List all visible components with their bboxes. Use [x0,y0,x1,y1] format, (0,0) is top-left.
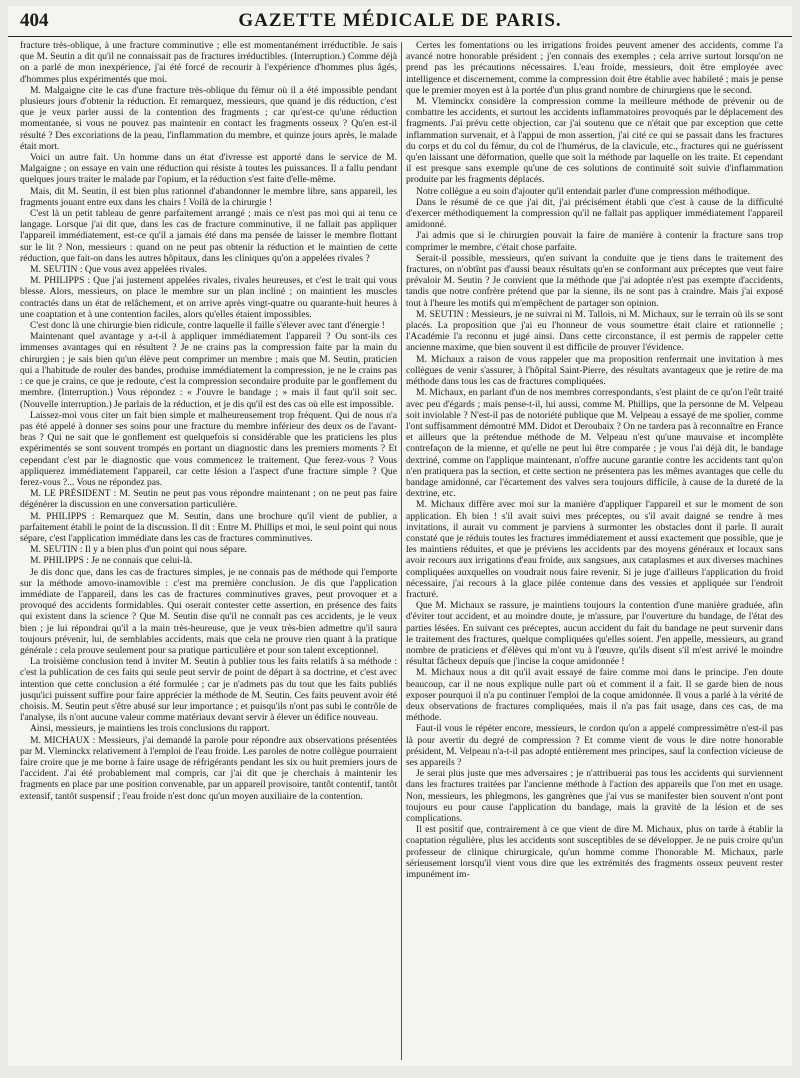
paragraph: J'ai admis que si le chirurgien pouvait la faire de manière à contenir la fracture sans trop comprimer le membre, c'était chose parfaite. [406,230,783,253]
paragraph: Il est positif que, contrairement à ce que vient de dire M. Michaux, plus on tarde à établir la coaptation régulière, plus les accidents sont susceptibles de se développer. Je ne puis croire qu'un professeur de clinique chirurgicale, qu'un homme comme l'honorable M. Michaux, parle sérieusement lorsqu'il vient vous dire que les extrémités des fragments osseux peuvent rester impunément im- [406,824,783,881]
paragraph: Dans le résumé de ce que j'ai dit, j'ai précisément établi que c'est à cause de la difficulté d'exercer méthodiquement la compression qu'il ne fallait pas appliquer immédiatement l'appareil amidonné. [406,196,783,231]
column-divider [401,42,402,1060]
left-column [20,40,397,1062]
paragraph: Je dis donc que, dans les cas de fractures simples, je ne connais pas de méthode qui l'emporte sur la méthode amovo-inamovible : c'est ma première conclusion. Je dis que l'application immédiate de l'appareil, dans les cas de fractures comminutives graves, peut provoquer et a provoqué des accidents formidables. Qui oserait contester cette assertion, en présence des faits qui existent dans la science ? Que M. Seutin dise qu'il ne connaît pas ces accidents, je le veux bien ; je lui répondrai qu'il a la main très-heureuse, que je veux très-bien admettre qu'il saura toujours prévenir, lui, de semblables accidents, mais que cela ne prouve rien quant à la pratique générale : cela prouve seulement pour sa pratique particulière et pour son talent exceptionnel. [20,566,397,656]
paragraph: M. SEUTIN : Messieurs, je ne suivrai ni M. Tallois, ni M. Michaux, sur le terrain où ils se sont placés. La proposition que j'ai eu l'honneur de vous soumettre était claire et rationnelle ; l'Académie l'a reconnu et jugé ainsi. Dans cette circonstance, il est permis de rappeler cette ancienne maxime, que bien souvent il est difficile de prouver l'évidence. [406,308,783,354]
paragraph: M. Vleminckx considère la compression comme la meilleure méthode de prévenir ou de combattre les accidents, et surtout les accidents inflammatoires provoqués par le déplacement des fragments. J'ai prévu cette objection, car j'ai soutenu que ce n'était que par exception que cette inflammation survenait, et à l'appui de mon assertion, j'ai cité ce qui se passait dans les fractures du corps et du col du fémur, du col de l'humérus, de la clavicule, etc., fractures qui ne guérissent qu'en laissant une déformation, quelle que soit la méthode par laquelle on les traite. Et cependant il est presque sans exemple qu'une de ces solutions de continuité soit suivie d'inflammation produite par les fragments déplacés. [406,96,783,186]
paragraph: M. PHILIPPS : Que j'ai justement appelées rivales, rivales heureuses, et c'est le trait qui vous blesse. Alors, messieurs, on place le membre sur un plan incliné ; on maintient les muscles contractés dans un état de relâchement, et on arrive après vingt-quatre ou quarante-huit heures à une coaptation et à une contention faciles, alors qu'elles étaient impossibles. [20,275,397,320]
newspaper-page [8,6,792,1066]
paragraph: Je serai plus juste que mes adversaires ; je n'attribuerai pas tous les accidents qui surviennent dans les fractures traitées par l'ancienne méthode à l'action des appareils que l'on met en usage. Non, messieurs, les phlegmons, les gangrènes que j'ai vus se manifester bien souvent n'ont pont toujours eu pour cause l'application du bandage, mais la gravité de la lésion et de ses complications. [406,768,783,825]
paragraph: Certes les fomentations ou les irrigations froides peuvent amener des accidents, comme l'a avancé notre honorable président ; j'en connais des exemples ; cela arrive surtout lorsqu'on ne prend pas les précautions nécessaires. L'eau froide, messieurs, doit être employée avec intelligence et discernement, comme la compression doit être établie avec habileté ; mais je pense que le premier moyen est à la portée d'un plus grand nombre de chirurgiens que le second. [406,40,783,96]
paragraph: La troisième conclusion tend à inviter M. Seutin à publier tous les faits relatifs à sa méthode : c'est la publication de ces faits qui seule peut servir de point de départ à sa doctrine, et c'est avec intention que cette conclusion a été formulée ; car je n'admets pas du tout que les faits publiés jusqu'ici puissent suffire pour faire apprécier la méthode de M. Seutin. Ces faits peuvent avoir été choisis. M. Seutin peut s'être abusé sur leur importance ; et puisqu'ils n'ont pas subi le contrôle de l'analyse, ils n'ont aucune valeur comme matériaux devant servir à élever un édifice nouveau. [20,656,397,724]
paragraph: M. Michaux nous a dit qu'il avait essayé de faire comme moi dans le principe. J'en doute beaucoup, car il ne nous explique nulle part où et comment il a fait. Il se garde bien de nous exposer pourquoi il n'a pu continuer l'emploi de la coque amidonnée. Il vous a parlé à la vérité de deux observations de fractures compliquées, mais il n'a pas fait usage, dans ces cas, de ma méthode. [406,667,783,724]
paragraph: C'est donc là une chirurgie bien ridicule, contre laquelle il faille s'élever avec tant d'énergie ! [30,320,385,332]
paragraph: Que M. Michaux se rassure, je maintiens toujours la contention d'une manière graduée, afin d'éviter tout accident, et au moindre doute, je m'assure, par l'ouverture du bandage, de l'état des parties lésées. En suivant ces préceptes, aucun accident du fait du bandage ne peut survenir dans le traitement des fractures, quelque compliquées qu'elles soient. J'en appelle, messieurs, au grand nombre de praticiens et d'élèves qui m'ont vu à l'œuvre, qu'ils disent s'il m'est arrivé le moindre résultat fâcheux depuis que j'incise la coque amidonnée ! [406,600,783,668]
paragraph: M. PHILIPPS : Remarquez que M. Seutin, dans une brochure qu'il vient de publier, a parfaitement établi le point de la discussion. Il dit : Entre M. Phillips et moi, le seul point qui nous sépare, c'est l'application immédiate dans les cas de fractures comminutives. [20,510,397,544]
paragraph: Notre collègue a eu soin d'ajouter qu'il entendait parler d'une compression méthodique. [416,185,750,197]
page-number: 404 [20,10,49,31]
paragraph: M. Michaux, en parlant d'un de nos membres correspondants, s'est plaint de ce qu'on l'eût traité avec peu d'égards ; mais pense-t-il, lui aussi, comme M. Phillips, que la personne de M. Velpeau soit inviolable ? N'est-il pas de notoriété publique que M. Velpeau a essayé de me spolier, comme l'ont suffisamment démontré MM. Didot et Deroubaix ? On ne tardera pas à reconnaître en France et ailleurs que la prétendue méthode de M. Velpeau n'est qu'une mauvaise et incomplète contrefaçon de la mienne, et qu'elle ne peut lui être comparée ; je vous l'ai déjà dit, le bandage dextriné, comme on l'applique maintenant, n'offre aucune garantie contre les accidents tant qu'on n'en pratiquera pas la section, et cette section ne présentera pas les mêmes avantages que celle du bandage amidonné, car l'écartement des valves sera toujours difficile, à cause de la dureté de la dextrine, etc. [406,387,783,500]
paragraph: M. SEUTIN : Que vous avez appelées rivales. [30,264,208,276]
paragraph: M. PHILIPPS : Je ne connais que celui-là. [30,555,193,567]
paragraph: M. LE PRÉSIDENT : M. Seutin ne peut pas vous répondre maintenant ; on ne peut pas faire dégénérer la discussion en une conversation particulière. [20,488,397,511]
paragraph: Voici un autre fait. Un homme dans un état d'ivresse est apporté dans le service de M. Malgaigne ; on essaye en vain une réduction qui résiste à toutes les puissances. Il a fallu pendant quelques jours traiter le malade par l'opium, et la réduction s'est faite d'elle-même. [20,152,397,186]
paragraph: M. SEUTIN : Il y a bien plus d'un point qui nous sépare. [30,544,248,556]
paragraph: Ainsi, messieurs, je maintiens les trois conclusions du rapport. [30,723,270,735]
paragraph: M. Michaux diffère avec moi sur la manière d'appliquer l'appareil et sur le moment de son application. Eh bien ! s'il avait suivi mes préceptes, ou s'il avait daigné se rendre à mes invitations, il aurait vu comment je parviens à surmonter les obstacles dont il parle. Il aurait constaté que je réduis toutes les fractures immédiatement et aussi exactement que possible, que je les maintiens réduites, et que je préviens les accidents par des moyens généraux et locaux sans avoir recours aux irrigations d'eau froide, aux sangsues, aux cataplasmes et aux diverses machines compliquées auxquelles on voudrait nous faire revenir. Si je juge d'ailleurs l'application du froid nécessaire, j'ai recours à la glace pilée contenue dans des vessies et appliquée sur l'endroit fracturé. [406,499,783,600]
paragraph: Mais, dit M. Seutin, il est bien plus rationnel d'abandonner le membre libre, sans appareil, les fragments jouant entre eux dans les chairs ! Voilà de la chirurgie ! [20,185,397,208]
paragraph: Laissez-moi vous citer un fait bien simple et malheureusement trop fréquent. Qui de nous n'a pas été appelé à donner ses soins pour une fracture du membre inférieur des deux os de l'avant-bras ? Qui ne sait que le gonflement est quelquefois si considérable que les praticiens les plus expérimentés se sont souvent trompés en portant un diagnostic dans les premiers moments ? Et cependant c'est par le diagnostic que vous commencez le traitement. Que ferez-vous ? Vous appliquerez immédiatement l'appareil, car cette lésion a l'aspect d'une fracture simple ? Que ferez-vous ?... Vous ne répondez pas. [20,409,397,488]
paragraph: Serait-il possible, messieurs, qu'en suivant la conduite que je tiens dans le traitement des fractures, on n'obtînt pas d'aussi beaux résultats qu'en se conformant aux préceptes que veut faire prévaloir M. Seutin ? Je convient que la méthode que j'ai adoptée n'est pas exempte d'accidents, tandis que notre confrère prétend que par la sienne, ils ne sont pas à craindre. Mais j'ai exposé tout à l'heure les motifs qui m'empêchent de partager son opinion. [406,252,783,309]
paragraph: fracture très-oblique, à une fracture comminutive ; elle est momentanément irréductible. Je sais que M. Seutin a dit qu'il ne connaissait pas de fractures irréductibles. (Interruption.) Comme déjà on a parlé de mon inexpérience, j'ai été forcé de recourir à l'expérience d'hommes plus âgés, d'hommes plus expérimentés que moi. [20,40,397,85]
paragraph: Maintenant quel avantage y a-t-il à appliquer immédiatement l'appareil ? Ou sont-ils ces immenses avantages qui en résultent ? Je ne crains pas la compression faite par la main du chirurgien ; je sais bien qu'un élève peut comprimer un membre ; mais que M. Seutin, praticien qui a l'habitude de rouler des bandes, produise immédiatement la compression, je ne le crains pas : ce que je crains, ce que je redoute, c'est la compression secondaire produite par le gonflement du membre. (Interruption.) Vous répondez : « J'ouvre le bandage ; » mais il faut qu'il soit sec. (Nouvelle interruption.) Je parlais de la réduction, et je dis qu'il est des cas où elle est impossible. [20,331,397,410]
paragraph: M. Malgaigne cite le cas d'une fracture très-oblique du fémur où il a été impossible pendant plusieurs jours d'obtenir la réduction. Et remarquez, messieurs, que quand je dis réduction, c'est que je veux parler aussi de la contention des fragments ; car qu'est-ce qu'une réduction momentanée, si vous ne pouvez pas maintenir en contact les fragments osseux ? Qu'en est-il résulté ? Des excoriations de la peau, l'inflammation du membre, et quinze jours après, le malade était mort. [20,84,397,152]
journal-title: GAZETTE MÉDICALE DE PARIS. [238,10,562,31]
page-header [8,6,792,37]
paragraph: C'est là un petit tableau de genre parfaitement arrangé ; mais ce n'est pas moi qui ai tenu ce langage. Lorsque j'ai dit que, dans les cas de fracture comminutive, il ne fallait pas appliquer l'appareil immédiatement, est-ce qu'il a jamais été dans ma pensée de laisser le membre flottant sur le lit ? Non, messieurs : quand on ne peut pas obtenir la réduction et le maintien de cette réduction, que fait-on dans les autres hôpitaux, dans les cliniques qu'on a appelées rivales ? [20,208,397,264]
paragraph: M. Michaux a raison de vous rappeler que ma proposition renfermait une invitation à mes collègues de venir s'assurer, à l'hôpital Saint-Pierre, des résultats avantageux que je retire de ma méthode dans tous les cas de fractures compliquées. [406,353,783,388]
paragraph: Faut-il vous le répéter encore, messieurs, le cordon qu'on a appelé compressimètre n'est-il pas là pour avertir du degré de compression ? Et comme vient de vous le dire notre honorable président, M. Velpeau n'a-t-il pas adopté entièrement mes principes, sauf la confection vicieuse de ses appareils ? [406,723,783,768]
paragraph: M. MICHAUX : Messieurs, j'ai demandé la parole pour répondre aux observations présentées par M. Vleminckx relativement à l'emploi de l'eau froide. Les paroles de notre collègue pourraient faire croire que je me borne à faire usage de réfrigérants pendant les six ou huit premiers jours de l'accident. J'ai été probablement mal compris, car j'ai dit que je cherchais à maintenir les fragments en place par une position convenable, par un appareil provisoire, tantôt contentif, tantôt extensif, tantôt suspensif ; l'eau froide n'est donc qu'un moyen auxiliaire de la contention. [20,734,397,802]
right-column [406,40,783,1062]
